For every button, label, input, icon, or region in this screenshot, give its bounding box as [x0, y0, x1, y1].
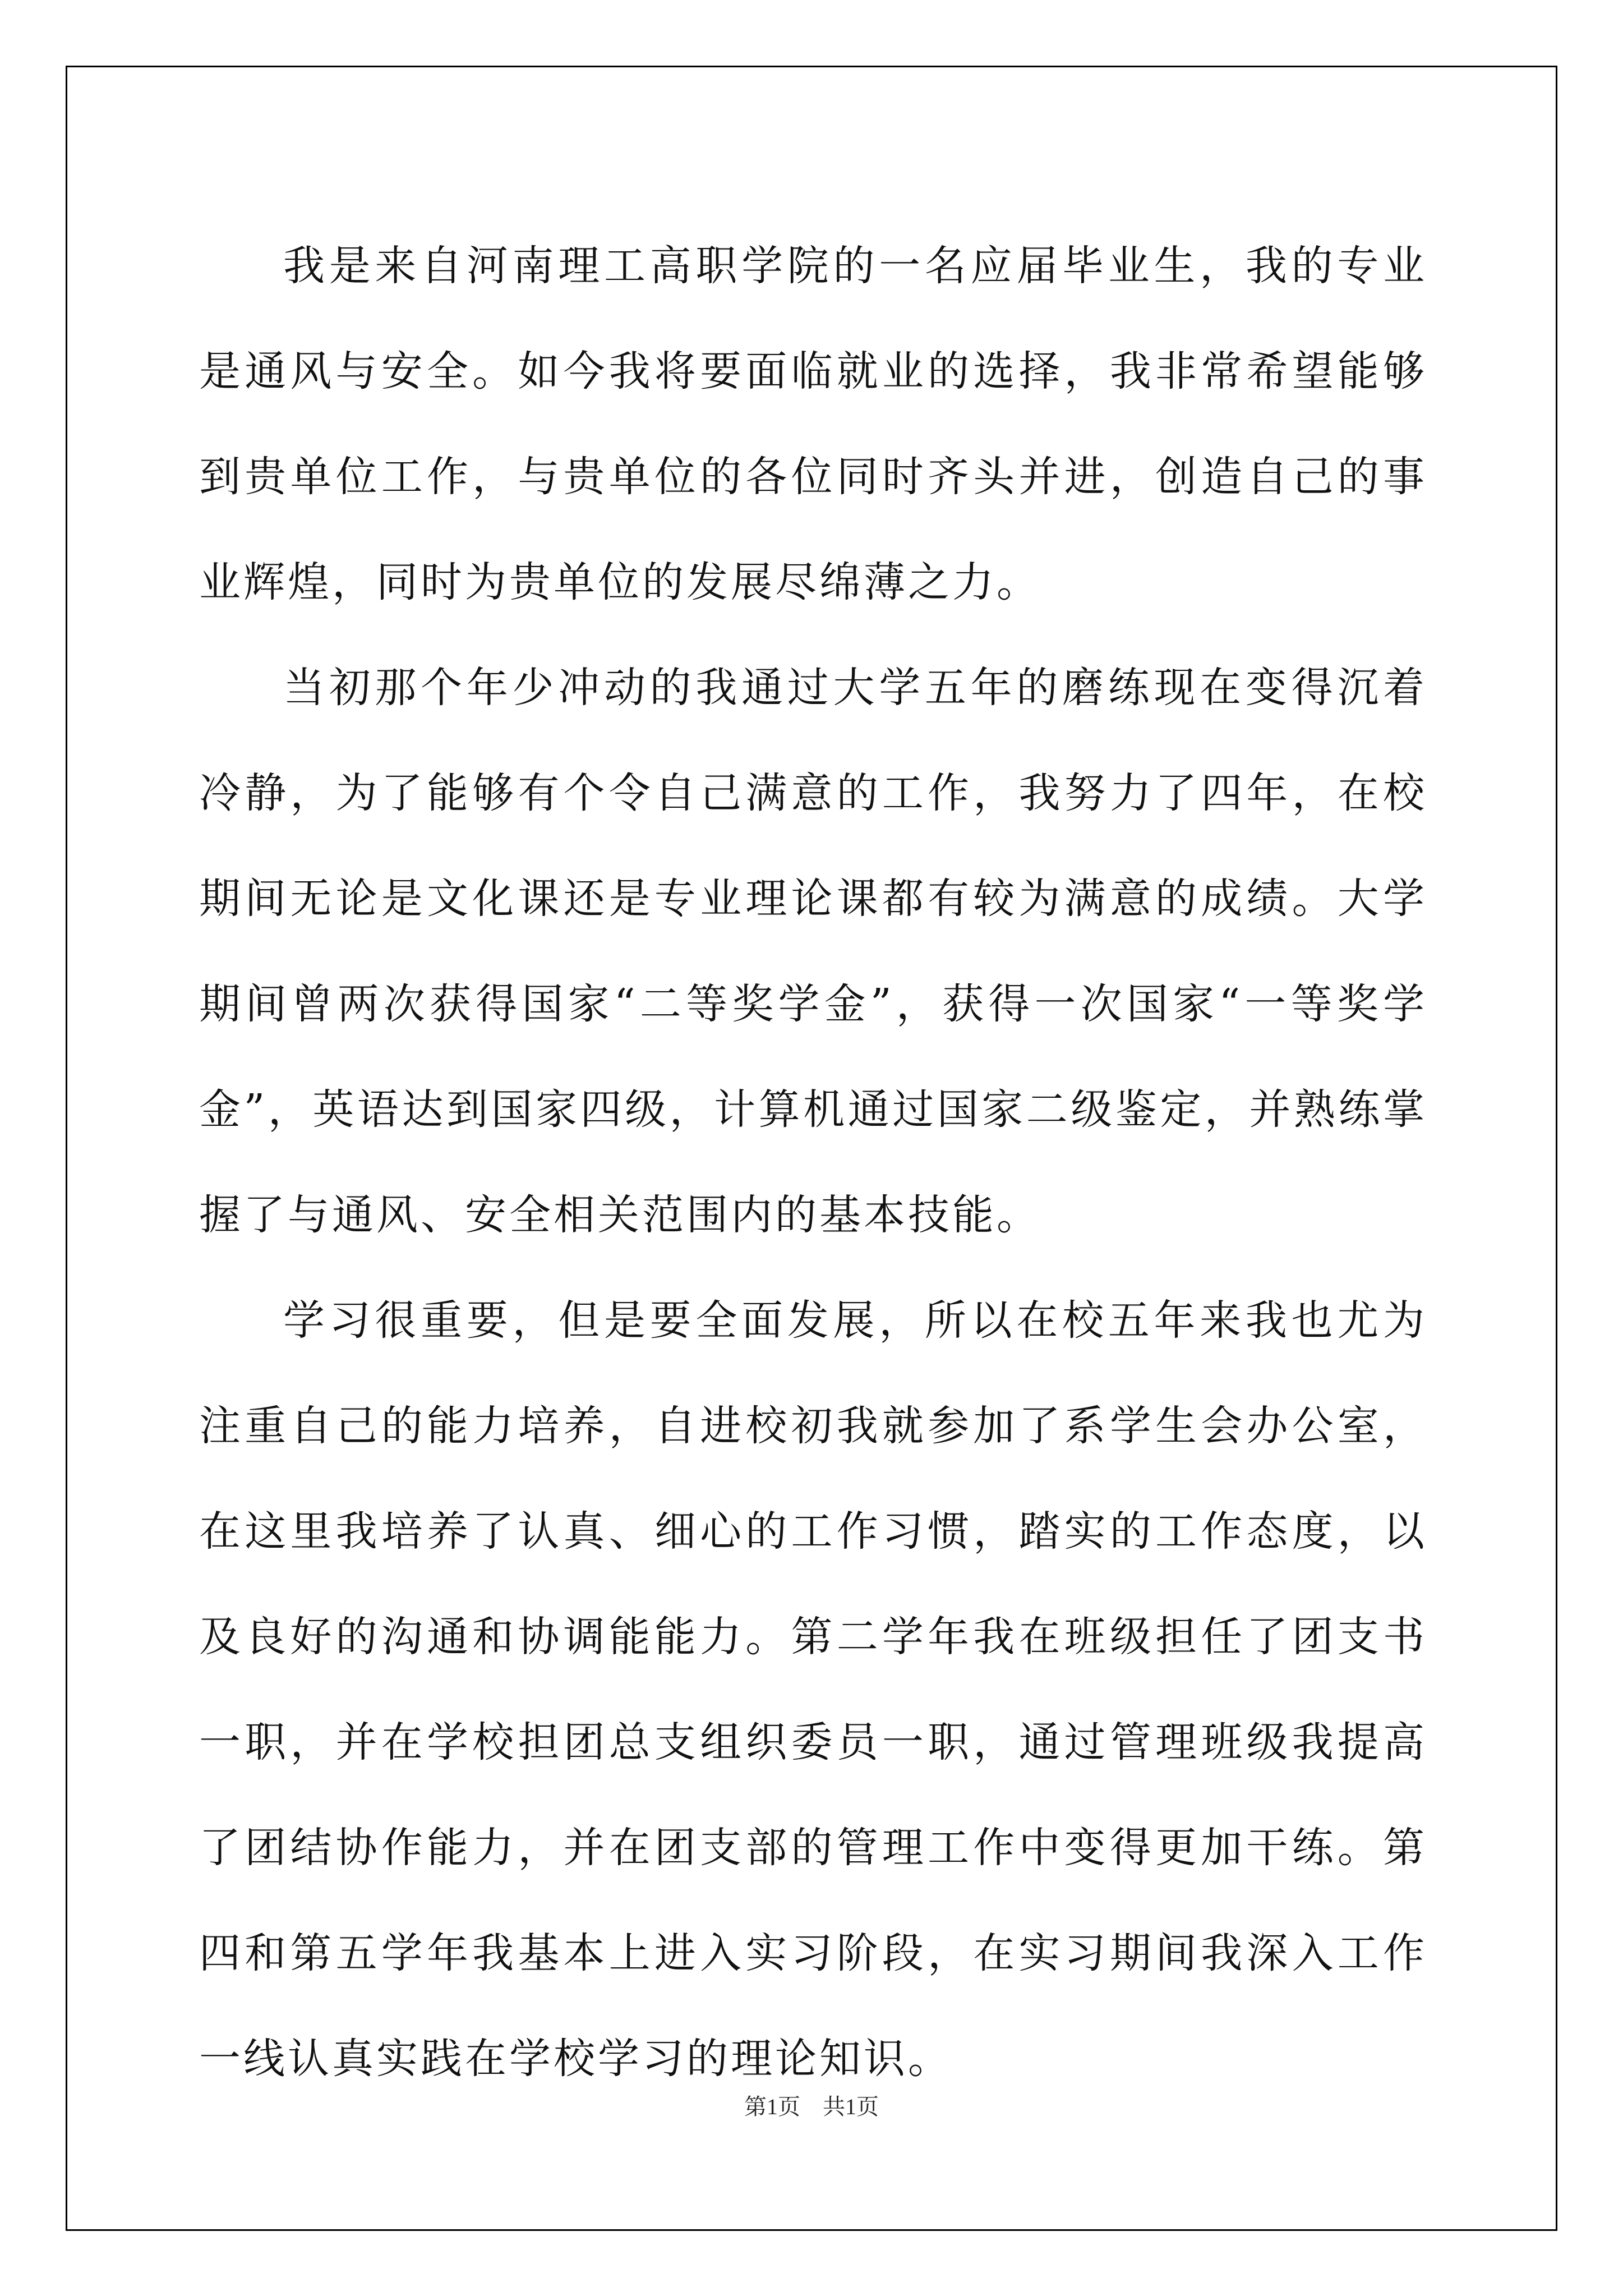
document-body: [199, 213, 1427, 2111]
page-footer: 第1页 共1页: [744, 2094, 879, 2119]
paragraph-1: 我是来自河南理工高职学院的一名应届毕业生，我的专业是通风与安全。如今我将要面临就业的选择，我非常希望能够到贵单位工作，与贵单位的各位同时齐头并进，创造自己的事业辉煌，同时为贵单位的发展尽绵薄之力。: [199, 242, 1427, 606]
paragraph-3: 学习很重要，但是要全面发展，所以在校五年来我也尤为注重自己的能力培养，自进校初我就参加了系学生会办公室，在这里我培养了认真、细心的工作习惯，踏实的工作态度，以及良好的沟通和协调能能力。第二学年我在班级担任了团支书一职，并在学校担团总支组织委员一职，通过管理班级我提高了团结协作能力，并在团支部的管理工作中变得更加干练。第四和第五学年我基本上进入实习阶段，在实习期间我深入工作一线认真实践在学校学习的理论知识。: [199, 1296, 1427, 2083]
paragraph-2: 当初那个年少冲动的我通过大学五年的磨练现在变得沉着冷静，为了能够有个令自己满意的工作，我努力了四年，在校期间无论是文化课还是专业理论课都有较为满意的成绩。大学期间曾两次获得国家“二等奖学金”，获得一次国家“一等奖学金”，英语达到国家四级，计算机通过国家二级鉴定，并熟练掌握了与通风、安全相关范围内的基本技能。: [199, 664, 1427, 1239]
